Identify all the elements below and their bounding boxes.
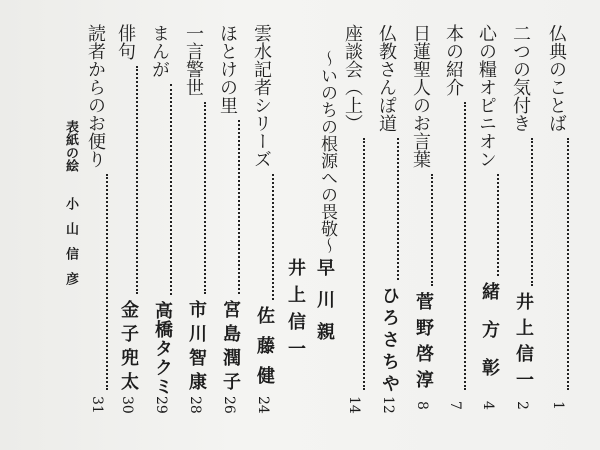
toc-entry-title: 読者からのお便り xyxy=(85,24,106,168)
toc-leader xyxy=(106,174,108,390)
toc-entry-page: 29 xyxy=(153,396,169,414)
toc-entry-title: 仏典のことば xyxy=(546,24,567,132)
toc-entry-page: 24 xyxy=(255,396,271,414)
toc-entry-author: ひろさちや xyxy=(379,286,400,396)
toc-entry[interactable] xyxy=(507,24,533,414)
toc-entry-title: 二つの気付き xyxy=(510,24,531,132)
cover-artist: 小山信彦 xyxy=(63,197,78,297)
toc-entry-author: 菅野啓淳 xyxy=(413,292,434,396)
toc-entry-author: 高橋タクミ xyxy=(152,301,173,396)
cover-label: 表紙の絵 xyxy=(63,120,78,172)
toc-leader xyxy=(464,102,466,390)
toc-leader xyxy=(204,102,206,294)
toc-entry-page: 2 xyxy=(514,400,530,410)
toc-leader xyxy=(238,120,240,294)
toc-entry-title: 俳句 xyxy=(115,24,136,60)
toc-entry[interactable] xyxy=(112,24,138,414)
toc-entry-author: 井上信一 xyxy=(513,292,534,396)
toc-entry-page: 30 xyxy=(119,396,135,414)
toc-leader xyxy=(272,174,274,300)
toc-entry-subtitle: ～いのちの根源への畏敬～ xyxy=(317,50,337,254)
toc-entry[interactable] xyxy=(214,24,240,414)
toc-entry[interactable] xyxy=(146,24,172,414)
toc-entry-author: 市川智康 xyxy=(186,300,207,396)
toc-leader xyxy=(363,138,365,390)
toc-entry[interactable] xyxy=(248,24,274,414)
toc-entry-page: 1 xyxy=(550,400,566,410)
toc-entry[interactable] xyxy=(407,24,433,414)
toc-entry-page: 8 xyxy=(414,400,430,410)
toc-leader xyxy=(397,138,399,280)
toc-entry-page: 4 xyxy=(480,400,496,410)
toc-entry-author: 早川親 xyxy=(314,258,335,354)
toc-entry-page: 26 xyxy=(221,396,237,414)
toc-entry[interactable] xyxy=(339,24,365,414)
toc-entry-author: 金子兜太 xyxy=(118,300,139,396)
toc-entry-author: 宮島潤子 xyxy=(220,300,241,396)
toc-entry-page: 12 xyxy=(380,396,396,414)
toc-entry[interactable] xyxy=(82,24,108,414)
toc-entry-page: 31 xyxy=(89,396,105,414)
toc-leader xyxy=(431,174,433,286)
toc-entry-author: 佐藤健 xyxy=(254,306,275,396)
toc-leader xyxy=(170,84,172,295)
toc-entry-title: 雲水記者シリーズ xyxy=(251,24,272,168)
toc-entry[interactable] xyxy=(473,24,499,414)
toc-leader xyxy=(497,174,499,276)
toc-entry-author: 緒方彰 xyxy=(479,282,500,396)
toc-entry-title: 座談会（上） xyxy=(342,24,363,132)
toc-entry[interactable] xyxy=(373,24,399,414)
toc-leader xyxy=(531,138,533,286)
cover-credit xyxy=(58,120,82,320)
toc-entry-title: ほとけの里 xyxy=(217,24,238,114)
toc-entry-page: 14 xyxy=(346,396,362,414)
toc-leader xyxy=(136,66,138,294)
toc-entry-title: まんが xyxy=(149,24,170,78)
toc-entry-title: 心の糧オピニオン xyxy=(476,24,497,168)
toc-entry-author: 井上信一 xyxy=(285,258,306,366)
toc-entry-title: 本の紹介 xyxy=(443,24,464,96)
toc-entry-page: 28 xyxy=(187,396,203,414)
toc-leader xyxy=(567,138,569,390)
toc-entry-title: 日蓮聖人のお言葉 xyxy=(410,24,431,168)
toc-entry-page: 7 xyxy=(447,400,463,410)
toc-entry[interactable] xyxy=(440,24,466,414)
toc-entry[interactable] xyxy=(543,24,569,414)
toc-entry-title: 仏教さんぽ道 xyxy=(376,24,397,132)
toc-entry[interactable] xyxy=(180,24,206,414)
toc-entry-title: 一言警世 xyxy=(183,24,204,96)
